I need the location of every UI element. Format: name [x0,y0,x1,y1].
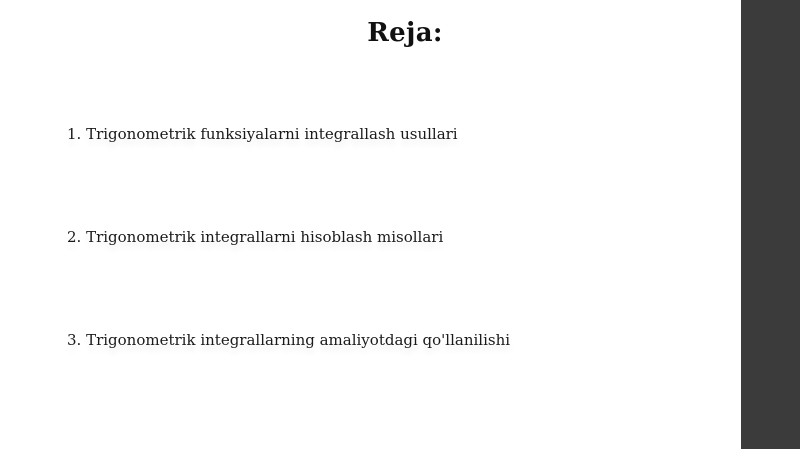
plan-item-2: 2. Trigonometrik integrallarni hisoblash misollari [67,228,444,246]
plan-item-1: 1. Trigonometrik funksiyalarni integrallash usullari [67,125,458,143]
right-side-panel [741,0,800,449]
plan-item-3: 3. Trigonometrik integrallarning amaliyotdagi qo'llanilishi [67,331,511,349]
slide-title: Reja: [367,18,443,48]
